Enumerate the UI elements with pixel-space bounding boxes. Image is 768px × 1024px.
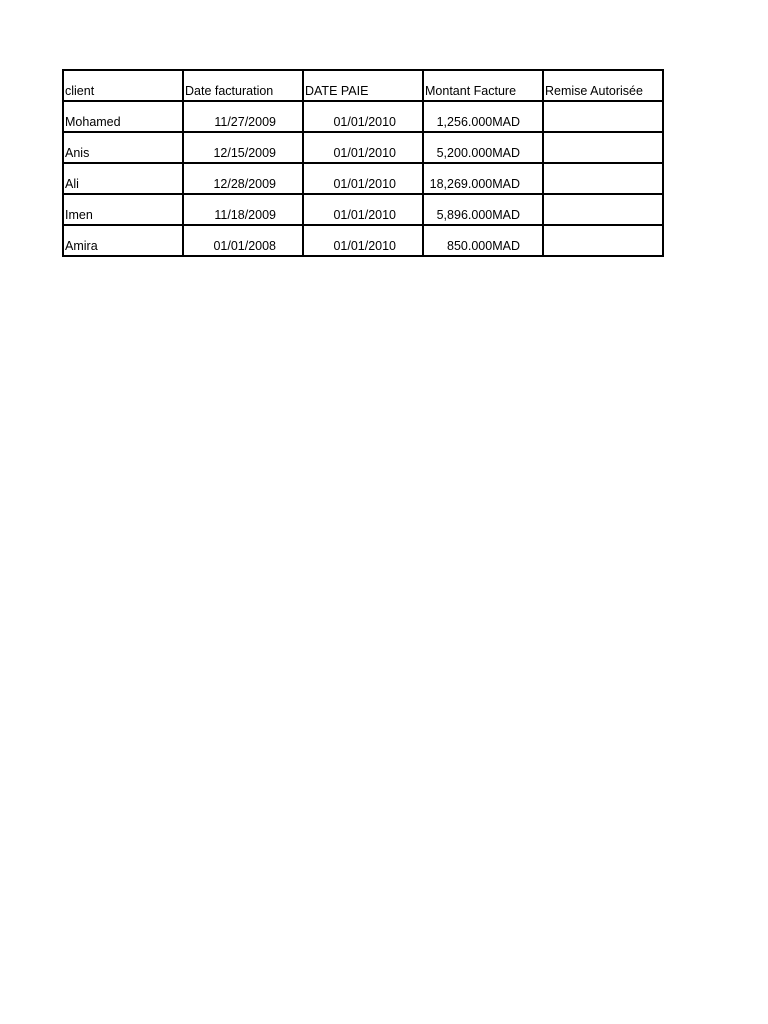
header-date-paie[interactable]: DATE PAIE — [303, 70, 423, 101]
header-remise-autorisee[interactable]: Remise Autorisée — [543, 70, 663, 101]
table-row — [63, 132, 663, 163]
cell-montant-facture[interactable]: 1,256.000MAD — [423, 101, 543, 132]
table-header-row — [63, 70, 663, 101]
cell-client[interactable]: Mohamed — [63, 101, 183, 132]
cell-date-facturation[interactable]: 12/15/2009 — [183, 132, 303, 163]
cell-remise-autorisee[interactable] — [543, 101, 663, 132]
cell-montant-facture[interactable]: 5,200.000MAD — [423, 132, 543, 163]
cell-montant-facture[interactable]: 5,896.000MAD — [423, 194, 543, 225]
cell-date-paie[interactable]: 01/01/2010 — [303, 194, 423, 225]
cell-date-paie[interactable]: 01/01/2010 — [303, 163, 423, 194]
table-row — [63, 163, 663, 194]
cell-remise-autorisee[interactable] — [543, 132, 663, 163]
table-row — [63, 101, 663, 132]
table-row — [63, 194, 663, 225]
cell-date-facturation[interactable]: 01/01/2008 — [183, 225, 303, 256]
header-montant-facture[interactable]: Montant Facture — [423, 70, 543, 101]
cell-client[interactable]: Ali — [63, 163, 183, 194]
table-row — [63, 225, 663, 256]
header-date-facturation[interactable]: Date facturation — [183, 70, 303, 101]
cell-remise-autorisee[interactable] — [543, 163, 663, 194]
cell-client[interactable]: Imen — [63, 194, 183, 225]
cell-montant-facture[interactable]: 18,269.000MAD — [423, 163, 543, 194]
cell-date-paie[interactable]: 01/01/2010 — [303, 101, 423, 132]
cell-client[interactable]: Amira — [63, 225, 183, 256]
cell-date-paie[interactable]: 01/01/2010 — [303, 225, 423, 256]
cell-client[interactable]: Anis — [63, 132, 183, 163]
header-client[interactable]: client — [63, 70, 183, 101]
cell-montant-facture[interactable]: 850.000MAD — [423, 225, 543, 256]
cell-date-facturation[interactable]: 12/28/2009 — [183, 163, 303, 194]
cell-date-facturation[interactable]: 11/27/2009 — [183, 101, 303, 132]
cell-remise-autorisee[interactable] — [543, 194, 663, 225]
cell-date-paie[interactable]: 01/01/2010 — [303, 132, 423, 163]
cell-remise-autorisee[interactable] — [543, 225, 663, 256]
cell-date-facturation[interactable]: 11/18/2009 — [183, 194, 303, 225]
invoice-table — [62, 69, 664, 257]
